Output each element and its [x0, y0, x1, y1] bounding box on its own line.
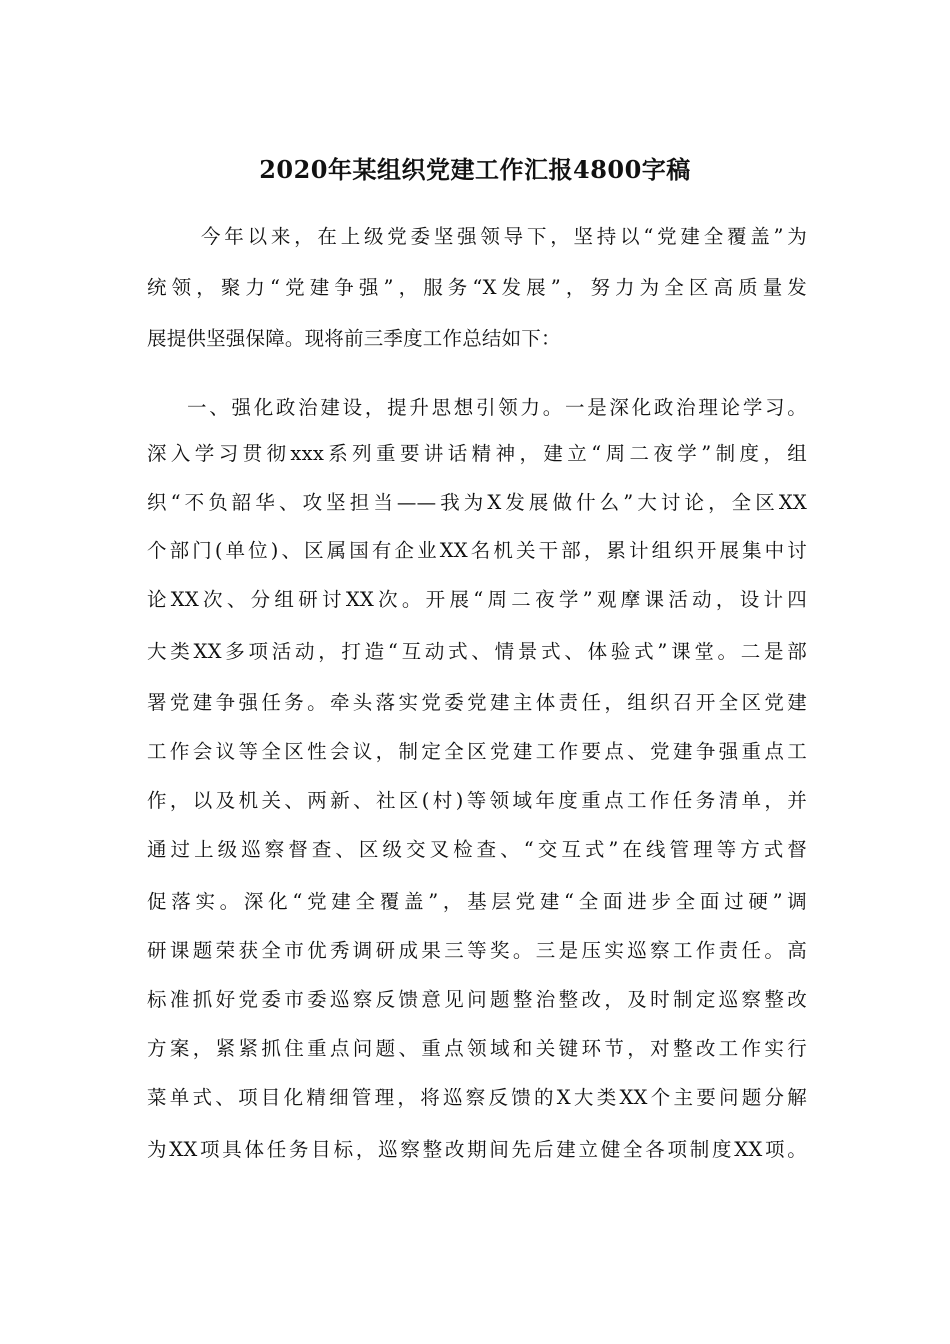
- text-line: 研课题荣获全市优秀调研成果三等奖。三是压实巡察工作责任。高: [147, 939, 807, 962]
- text-line: 大类XX多项活动，打造“互动式、情景式、体验式”课堂。二是部: [147, 640, 807, 663]
- text-line: 论XX次、分组研讨XX次。开展“周二夜学”观摩课活动，设计四: [147, 588, 807, 611]
- text-line: 统领，聚力“党建争强”，服务“X发展”，努力为全区高质量发: [147, 276, 807, 299]
- document-title: 2020年某组织党建工作汇报4800字稿: [259, 155, 691, 184]
- text-line: 为XX项具体任务目标，巡察整改期间先后建立健全各项制度XX项。: [147, 1138, 807, 1161]
- text-line: 方案，紧紧抓住重点问题、重点领域和关键环节，对整改工作实行: [147, 1037, 807, 1060]
- text-line: 展提供坚强保障。现将前三季度工作总结如下：: [147, 327, 561, 350]
- text-line: 通过上级巡察督查、区级交叉检查、“交互式”在线管理等方式督: [147, 838, 807, 861]
- text-line: 一、强化政治建设，提升思想引领力。一是深化政治理论学习。: [187, 396, 807, 419]
- text-line: 署党建争强任务。牵头落实党委党建主体责任，组织召开全区党建: [147, 691, 807, 714]
- text-line: 工作会议等全区性会议，制定全区党建工作要点、党建争强重点工: [147, 740, 807, 763]
- text-line: 菜单式、项目化精细管理，将巡察反馈的X大类XX个主要问题分解: [147, 1086, 807, 1109]
- text-line: 个部门(单位)、区属国有企业XX名机关干部，累计组织开展集中讨: [147, 539, 807, 562]
- text-line: 作，以及机关、两新、社区(村)等领域年度重点工作任务清单，并: [147, 789, 807, 812]
- text-line: 织“不负韶华、攻坚担当——我为X发展做什么”大讨论，全区XX: [147, 491, 807, 514]
- text-line: 深入学习贯彻xxx系列重要讲话精神，建立“周二夜学”制度，组: [147, 442, 807, 465]
- text-line: 标准抓好党委市委巡察反馈意见问题整治整改，及时制定巡察整改: [147, 988, 807, 1011]
- text-line: 今年以来，在上级党委坚强领导下，坚持以“党建全覆盖”为: [201, 225, 807, 248]
- text-line: 促落实。深化“党建全覆盖”，基层党建“全面进步全面过硬”调: [147, 890, 807, 913]
